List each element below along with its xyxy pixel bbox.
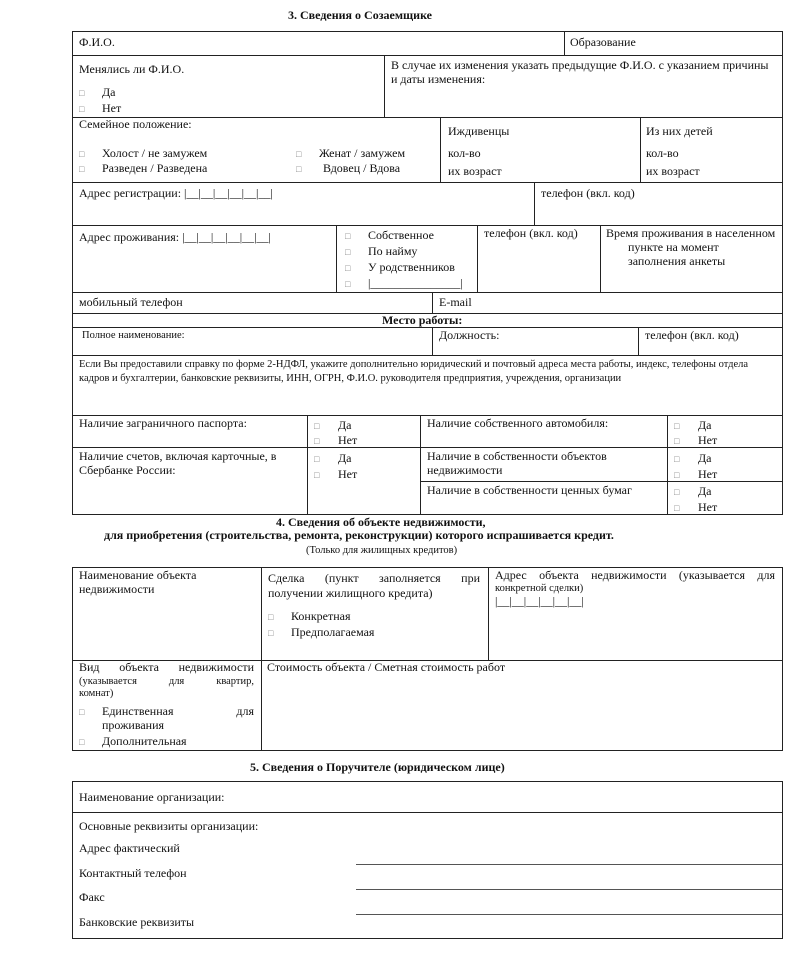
securities-yes-label: Да bbox=[698, 484, 712, 498]
passport-no-checkbox[interactable]: □ bbox=[314, 436, 320, 446]
fio-changed-yes-label: Да bbox=[102, 85, 116, 99]
car-yes-label: Да bbox=[698, 418, 712, 432]
residence-time-label: Время проживания в населенном пункте на момент заполнения анкеты bbox=[606, 226, 776, 268]
deal-label-line1: Сделка (пункт заполняется при bbox=[268, 571, 480, 585]
own-housing-label: Собственное bbox=[368, 228, 434, 242]
dependents-ages-label: их возраст bbox=[448, 164, 502, 178]
realty-yes-label: Да bbox=[698, 451, 712, 465]
other-housing-field[interactable]: |_______________| bbox=[368, 276, 463, 290]
org-name-label: Наименование организации: bbox=[79, 790, 225, 804]
object-address-label: Адрес объекта недвижимости (указывается для bbox=[495, 568, 775, 582]
contact-phone-label: Контактный телефон bbox=[79, 866, 187, 880]
bank-details-label: Банковские реквизиты bbox=[79, 915, 195, 929]
sberbank-accounts-label: Наличие счетов, включая карточные, в Сбербанке России: bbox=[79, 449, 277, 477]
section-4-subtitle: (Только для жилищных кредитов) bbox=[306, 545, 458, 556]
accounts-yes-label: Да bbox=[338, 451, 352, 465]
object-kind-note-2: комнат) bbox=[79, 688, 114, 699]
object-address-cells[interactable]: |__|__|__|__|__|__| bbox=[495, 594, 584, 608]
single-checkbox[interactable]: □ bbox=[79, 149, 85, 159]
fio-changed-yes-checkbox[interactable]: □ bbox=[79, 88, 85, 98]
object-kind-label: Вид объекта недвижимости bbox=[79, 660, 254, 674]
education-label: Образование bbox=[570, 35, 636, 49]
deal-label-line2: получении жилищного кредита) bbox=[268, 586, 433, 600]
realty-yes-checkbox[interactable]: □ bbox=[674, 454, 680, 464]
single-label: Холост / не замужем bbox=[102, 146, 208, 160]
fio-label: Ф.И.О. bbox=[79, 35, 115, 49]
fio-changed-no-checkbox[interactable]: □ bbox=[79, 104, 85, 114]
children-qty-label: кол-во bbox=[646, 146, 679, 160]
deal-proposed-checkbox[interactable]: □ bbox=[268, 628, 274, 638]
fio-changed-label: Менялись ли Ф.И.О. bbox=[79, 62, 185, 76]
own-securities-label: Наличие в собственности ценных бумаг bbox=[427, 483, 632, 497]
ndfl-note: Если Вы предоставили справку по форме 2-НДФЛ, укажите дополнительно юридический и почтовый адреса места работы, индекс, телефоны отдела кадров и бухгалтерии, банковские реквизиты, ИНН, ОГРН, Ф.И.О. руководителя предприятия, учреждения, организации bbox=[79, 359, 749, 384]
realty-no-label: Нет bbox=[698, 467, 718, 481]
deal-specific-label: Конкретная bbox=[291, 609, 351, 623]
passport-yes-label: Да bbox=[338, 418, 352, 432]
fio-change-note: В случае их изменения указать предыдущие Ф.И.О. с указанием причины и даты изменения: bbox=[391, 58, 769, 86]
only-residence-label: Единственная для bbox=[102, 704, 254, 718]
mobile-phone-label: мобильный телефон bbox=[79, 295, 183, 309]
marital-status-label: Семейное положение: bbox=[79, 117, 192, 131]
married-label: Женат / замужем bbox=[319, 146, 406, 160]
rent-housing-checkbox[interactable]: □ bbox=[345, 247, 351, 257]
fax-label: Факс bbox=[79, 890, 105, 904]
car-yes-checkbox[interactable]: □ bbox=[674, 421, 680, 431]
email-label: E-mail bbox=[439, 295, 472, 309]
living-phone-label: телефон (вкл. код) bbox=[484, 226, 578, 240]
deal-proposed-label: Предполагаемая bbox=[291, 625, 375, 639]
work-phone-label: телефон (вкл. код) bbox=[645, 328, 739, 342]
own-realty-label: Наличие в собственности объектов недвижимости bbox=[427, 449, 607, 477]
accounts-no-checkbox[interactable]: □ bbox=[314, 470, 320, 480]
other-housing-checkbox[interactable]: □ bbox=[345, 279, 351, 289]
section-4-title-line1: 4. Сведения об объекте недвижимости, bbox=[276, 515, 486, 529]
foreign-passport-label: Наличие заграничного паспорта: bbox=[79, 416, 247, 430]
car-no-checkbox[interactable]: □ bbox=[674, 436, 680, 446]
accounts-yes-checkbox[interactable]: □ bbox=[314, 454, 320, 464]
additional-residence-label: Дополнительная bbox=[102, 734, 187, 748]
securities-yes-checkbox[interactable]: □ bbox=[674, 487, 680, 497]
divorced-label: Разведен / Разведена bbox=[102, 161, 208, 175]
additional-residence-checkbox[interactable]: □ bbox=[79, 737, 85, 747]
passport-no-label: Нет bbox=[338, 433, 358, 447]
position-label: Должность: bbox=[439, 328, 500, 342]
dependents-qty-label: кол-во bbox=[448, 146, 481, 160]
deal-specific-checkbox[interactable]: □ bbox=[268, 612, 274, 622]
org-requisites-label: Основные реквизиты организации: bbox=[79, 819, 259, 833]
registration-phone-label: телефон (вкл. код) bbox=[541, 186, 635, 200]
only-residence-checkbox[interactable]: □ bbox=[79, 707, 85, 717]
widowed-checkbox[interactable]: □ bbox=[296, 164, 302, 174]
object-name-label: Наименование объекта недвижимости bbox=[79, 568, 197, 596]
registration-address-label: Адрес регистрации: |__|__|__|__|__|__| bbox=[79, 186, 273, 200]
section-3-title: 3. Сведения о Созаемщике bbox=[288, 8, 433, 22]
divorced-checkbox[interactable]: □ bbox=[79, 164, 85, 174]
section-4-title-line2: для приобретения (строительства, ремонта, реконструкции) которого испрашивается кредит. bbox=[104, 528, 614, 542]
rent-housing-label: По найму bbox=[368, 244, 418, 258]
securities-no-checkbox[interactable]: □ bbox=[674, 503, 680, 513]
actual-address-label: Адрес фактический bbox=[79, 841, 180, 855]
car-no-label: Нет bbox=[698, 433, 718, 447]
relatives-housing-label: У родственников bbox=[368, 260, 455, 274]
own-car-label: Наличие собственного автомобиля: bbox=[427, 416, 609, 430]
section-5-title: 5. Сведения о Поручителе (юридическом лице) bbox=[250, 760, 505, 774]
married-checkbox[interactable]: □ bbox=[296, 149, 302, 159]
widowed-label: Вдовец / Вдова bbox=[323, 161, 401, 175]
object-cost-label: Стоимость объекта / Сметная стоимость работ bbox=[267, 660, 506, 674]
relatives-housing-checkbox[interactable]: □ bbox=[345, 263, 351, 273]
accounts-no-label: Нет bbox=[338, 467, 358, 481]
securities-no-label: Нет bbox=[698, 500, 718, 514]
passport-yes-checkbox[interactable]: □ bbox=[314, 421, 320, 431]
children-ages-label: их возраст bbox=[646, 164, 700, 178]
workplace-title: Место работы: bbox=[382, 313, 463, 327]
children-label: Из них детей bbox=[646, 124, 713, 138]
fio-changed-no-label: Нет bbox=[102, 101, 122, 115]
only-residence-label-2: проживания bbox=[102, 718, 165, 732]
realty-no-checkbox[interactable]: □ bbox=[674, 470, 680, 480]
company-full-name-label: Полное наименование: bbox=[82, 330, 185, 341]
living-address-label: Адрес проживания: |__|__|__|__|__|__| bbox=[79, 230, 271, 244]
own-housing-checkbox[interactable]: □ bbox=[345, 231, 351, 241]
dependents-label: Иждивенцы bbox=[448, 124, 510, 138]
object-address-note: конкретной сделки) bbox=[495, 583, 584, 594]
object-kind-note: (указывается для квартир, bbox=[79, 676, 254, 687]
